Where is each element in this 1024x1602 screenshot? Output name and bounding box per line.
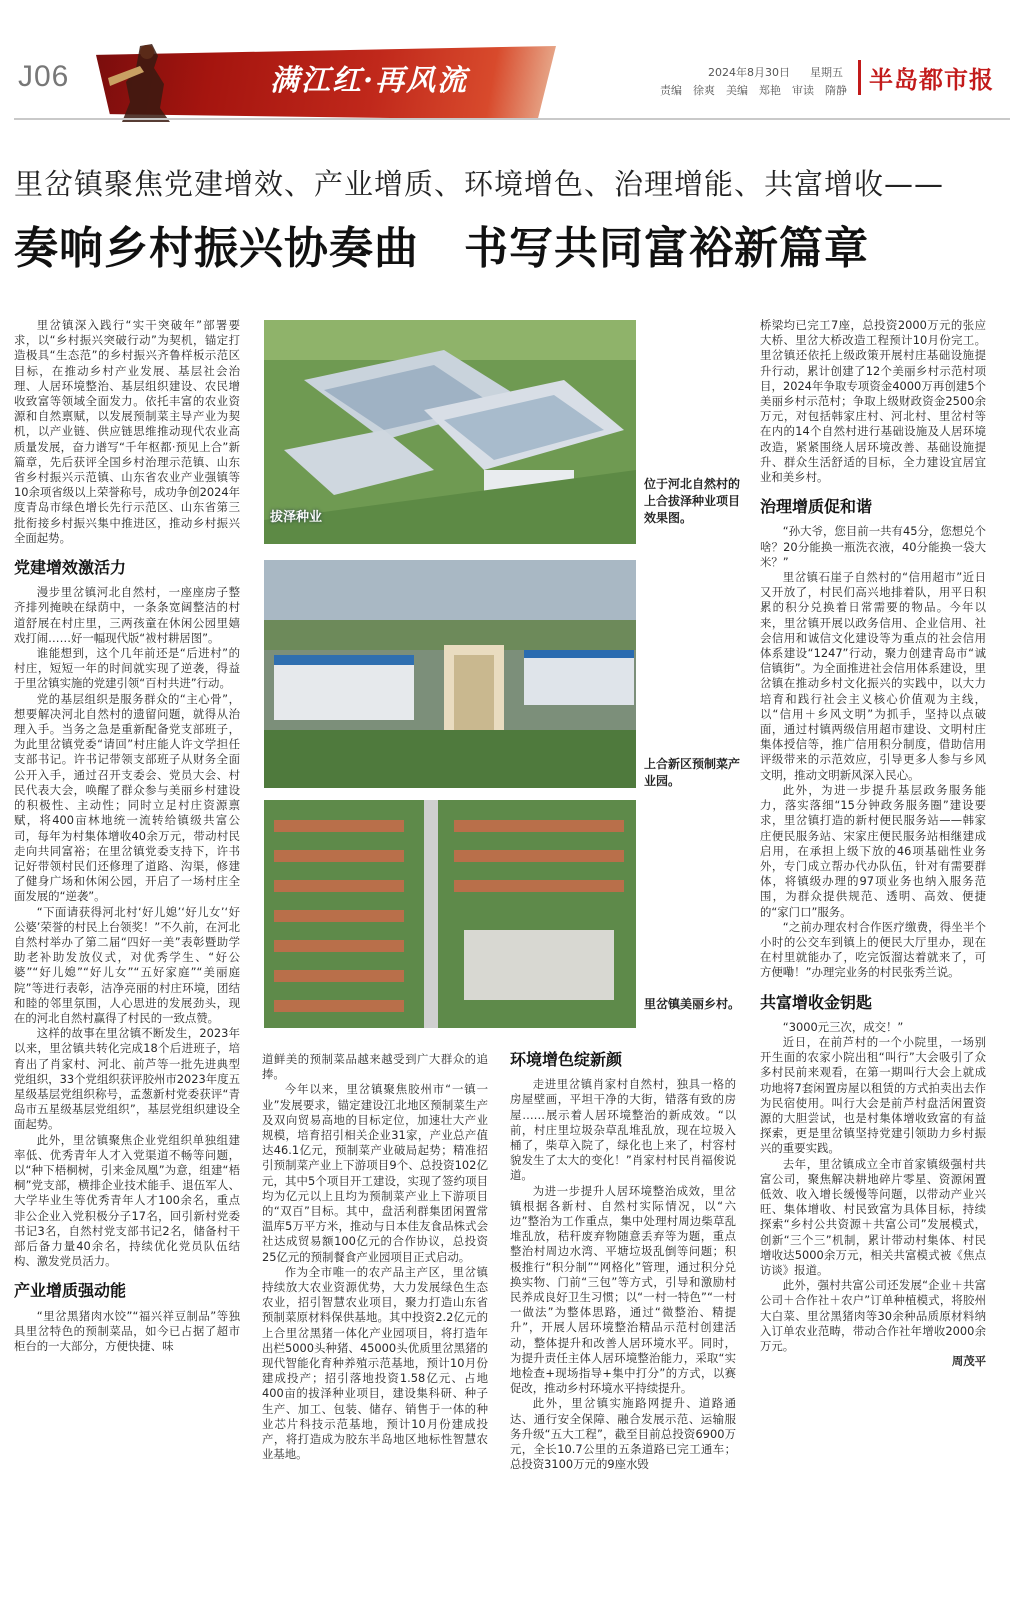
page-number: J06 (18, 60, 70, 93)
paragraph: 这样的故事在里岔镇不断发生，2023年以来，里岔镇共转化完成18个后进班子，培育出了肖家村、河北、前芦等一批先进典型党组织，33个党组织获评胶州市2023年度五星级基层党组织称号，孟葱新村党委获评“青岛市五星级基层党组织”，基层党组织建设全面起势。 (14, 1026, 240, 1132)
author-byline: 周茂平 (951, 1354, 986, 1369)
section-heading: 共富增收金钥匙 (760, 992, 873, 1012)
photo-prepared-food-park (264, 560, 636, 788)
paragraph: 作为全市唯一的农产品主产区，里岔镇持续放大农业资源优势，大力发展绿色生态农业，招引智慧农业项目，聚力打造山东省预制菜原材料保供基地。其中投资2.2亿元的上合里岔黑猪一体化产业园项目，将打造年出栏5000头种猪、45000头优质里岔黑猪的现代智能化育种养殖示范基地，预计10月份建成投产；招引落地投资1.58亿元、占地400亩的拔泽种业项目，建设集科研、种子生产、加工、包装、储存、销售于一体的种业芯片科技示范基地，预计10月份建成投产，将打造成为胶东半岛地区地标性智慧农业基地。 (262, 1264, 488, 1462)
article-subtitle: 里岔镇聚焦党建增效、产业增质、环境增色、治理增能、共富增收—— (14, 167, 945, 201)
paragraph: 里岔镇深入践行“实干突破年”部署要求，以“乡村振兴突破行动”为契机，锚定打造极具“生态范”的乡村振兴齐鲁样板示范区目标，在推动乡村产业发展、基层社会治理、人居环境整治、基层组织建设、农民增收致富等领域全面发力。依托丰富的农业资源和自然禀赋，以发展预制菜主导产业为契机，以产业链、供应链思维推动现代农业高质量发展，奋力谱写“千年枢都·预见上合”新篇章，先后获评全国乡村治理示范镇、山东省乡村振兴示范镇、山东省农业产业强镇等10余项省级以上荣誉称号，成功争创2024年度青岛市绿色增长先行示范区、山东省第三批衔接乡村振兴集中推进区，推动乡村振兴全面起势。 (14, 318, 240, 545)
section-heading: 党建增效激活力 (14, 558, 127, 578)
section-heading: 产业增质强动能 (14, 1281, 127, 1301)
paragraph: 为进一步提升人居环境整治成效，里岔镇根据各新村、自然村实际情况，以“六边”整治为工作重点，集中处理村周边柴草乱堆乱放，秸秆废弃物随意丢弃等为题，重点整治村周边水湾、平塘垃圾乱倒等问题；积极推行“积分制”“网格化”管理，通过积分兑换实物、门前“三包”等方式，引导和激励村民养成良好卫生习惯；以“一村一特色”“一村一做法”为整体思路，通过“微整治、精提升”，开展人居环境整治精品示范村创建活动，整体提升和改善人居环境水平。同时，为提升责任主体人居环境整治能力，采取“实地检查+现场指导+集中打分”的方式，以赛促改，推动乡村环境水平持续提升。 (510, 1183, 736, 1396)
photo-beautiful-village (264, 800, 636, 1028)
section-heading: 环境增色绽新颜 (510, 1050, 623, 1069)
warrior-figure-illustration (100, 38, 190, 124)
paragraph: 此外，里岔镇聚焦企业党组织单独组建率低、优秀青年人才入党渠道不畅等问题，以“种下梧桐树，引来金凤凰”为意，组建“梧桐”党支部，横排企业技术能手、退伍军人、大学毕业生等优秀青年人才100余名，重点非公企业入党积极分子17名，回引新村党委书记3名，自然村党支部书记2名，储备村干部后备力量40余名，持续优化党员队伍结构、激发党员活力。 (14, 1132, 240, 1269)
header-divider (14, 118, 1010, 120)
masthead (0, 0, 1024, 130)
newspaper-logo: 半岛都市报 (858, 60, 994, 95)
paragraph: 道鲜美的预制菜品越来越受到广大群众的追捧。 (262, 1052, 488, 1082)
paragraph: 近日，在前芦村的一个小院里，一场别开生面的农家小院出租“叫行”大会吸引了众多村民前来观看，在第一期叫行大会上就成功地将7套闲置房屋以租赁的方式拍卖出去作为民宿使用。叫行大会是前芦村盘活闲置资源的大胆尝试，也是村集体增收致富的有益探索，更是里岔镇坚持党建引领助力乡村振兴的重要实践。 (760, 1034, 986, 1156)
issue-date: 2024年8月30日 (708, 66, 790, 79)
article-headline: 奏响乡村振兴协奏曲 书写共同富裕新篇章 (14, 223, 869, 274)
paragraph: 谁能想到，这个几年前还是“后进村”的村庄，短短一年的时间就实现了逆袭，得益于里岔镇实施的党建引领“百村共进”行动。 (14, 646, 240, 691)
paragraph: 此外，里岔镇实施路网提升、道路通达、通行安全保障、融合发展示范、运输服务升级“五大工程”，截至目前总投资6900万元，全长10.7公里的五条道路已完工通车；总投资3100万元的9座水毁 (510, 1396, 736, 1472)
photo-caption: 上合新区预制菜产业园。 (644, 757, 741, 788)
issue-weekday: 星期五 (810, 66, 843, 79)
section-heading: 治理增质促和谐 (760, 497, 873, 517)
photo-watermark-label: 拔泽种业 (270, 510, 323, 525)
paragraph: 今年以来，里岔镇聚焦胶州市“一镇一业”发展要求，锚定建设江北地区预制菜生产及双向贸易高地的目标定位，加速壮大产业规模，培育招引相关企业31家，产业总产值达46.1亿元，预制菜产业破局起势；精准招引预制菜产业上下游项目9个、总投资102亿元，其中5个项目开工建设，实现了签约项目均为亿元以上且均为预制菜产业上下游项目的“双百”目标。其中，盘活利群集团闲置常温库5万平方米，推动与日本佳友食品株式会社达成贸易额100亿元的合作协议，总投资25亿元的预制餐食产业园项目正式启动。 (262, 1082, 488, 1264)
photo-caption: 位于河北自然村的上合拔泽种业项目效果图。 (644, 477, 741, 525)
column-title: 满江红·再风流 (270, 63, 469, 97)
photo-caption: 里岔镇美丽乡村。 (644, 997, 741, 1011)
paragraph: 漫步里岔镇河北自然村，一座座房子整齐排列掩映在绿荫中，一条条宽阔整洁的村道舒展在村庄里，三两孩童在休闲公园里嬉戏打闹……好一幅现代版“袚村耕居图”。 (14, 585, 240, 645)
paragraph: “里岔黑猪肉水饺”“福兴祥豆制品”等独具里岔特色的预制菜品，如今已占据了超市柜台的一大部分，方便快捷、味 (14, 1308, 240, 1353)
article-column-4 (760, 318, 986, 1369)
paragraph: 党的基层组织是服务群众的“主心骨”，想要解决河北自然村的遗留问题，就得从治理入手。当务之急是重新配备党支部班子，为此里岔镇党委“请回”村庄能人许文学担任支部书记。许书记带领支部班子从财务全面公开入手，通过召开支委会、党员大会、村民代表大会，唤醒了群众参与美丽乡村建设的积极性、主动性；同时立足村庄资源禀赋，将400亩林地统一流转给镇级共富公司，每年为村集体增收40余万元，带动村民走向共同富裕；在里岔镇党委支持下，许书记好带领村民们还修理了道路、沟渠，修建了健身广场和休闲公园，开启了一场村庄全面发展的“逆袭”。 (14, 691, 240, 904)
paragraph: 里岔镇石崖子自然村的“信用超市”近日又开放了，村民们高兴地排着队，用平日积累的积分兑换着日常需要的物品。今年以来，里岔镇开展以政务信用、企业信用、社会信用和诚信文化建设等为重点的社会信用体系建设“1247”行动，聚力创建青岛市“诚信镇街”。为全面推进社会信用体系建设，里岔镇在推动乡村文化振兴的实践中，以大力培育和践行社会主义核心价值观为主线，以“信用＋乡风文明”为抓手，坚持以点破面，通过村镇两级信用超市建设、文明村庄集体授信等，推广信用积分制度，借助信用评级带来的示范效应，引导更多人参与乡风文明，推动文明新风深入民心。 (760, 570, 986, 782)
article-column-1 (14, 318, 240, 1354)
article-column-2 (262, 1052, 488, 1462)
article-column-3 (510, 1052, 736, 1472)
editorial-staff: 责编 徐爽 美编 郑艳 审读 隋静 (660, 84, 847, 97)
paragraph: 桥梁均已完工7座，总投资2000万元的张应大桥、里岔大桥改造工程预计10月份完工。里岔镇还依托上级政策开展村庄基础设施提升行动，累计创建了12个美丽乡村示范村项目，2024年争取专项资金4000万再创建5个美丽乡村示范村；争取上级财政资金2500余万元，对包括韩家庄村、河北村、里岔村等在内的14个自然村进行基础设施及人居环境改造，紧紧围绕人居环境改善、基础设施提升、群众生活舒适的目标，全力建设宜居宜业和美乡村。 (760, 318, 986, 485)
paragraph: “之前办理农村合作医疗缴费，得坐半个小时的公交车到镇上的便民大厅里办，现在在村里就能办了，吃完饭溜达着就来了，可方便嘞！”办理完业务的村民张秀兰说。 (760, 919, 986, 980)
paragraph: “孙大爷，您目前一共有45分，您想兑个啥？20分能换一瓶洗衣液，40分能换一袋大米？” (760, 524, 986, 569)
paragraph: 去年，里岔镇成立全市首家镇级强村共富公司，聚焦解决耕地碎片零星、资源闲置低效、收入增长缓慢等问题，以带动产业兴旺、集体增收、村民致富为具体目标，持续探索“乡村公共资源＋共富公司”发展模式，创新“三个三”机制，累计带动村集体、村民增收达5000余万元，相关共富模式被《焦点访谈》报道。 (760, 1156, 986, 1277)
paragraph: “下面请获得河北村‘好儿媳’‘好儿女’‘好公婆’荣誉的村民上台领奖！”不久前，在河北自然村举办了第二届“四好一美”表彰暨助学助老补助发放仪式，对优秀学生、“好公婆”“好儿媳”“好儿女”“五好家庭”“美丽庭院”等进行表彰，洁净亮丽的村庄环境，团结和睦的邻里氛围，人心思进的发展劲头，现在的河北自然村赢得了村民的一致点赞。 (14, 904, 240, 1025)
paragraph: “3000元三次，成交！” (782, 1019, 904, 1034)
paragraph: 此外，为进一步提升基层政务服务能力，落实落细“15分钟政务服务圈”建设要求，里岔镇打造的新村便民服务站——韩家庄便民服务站、宋家庄便民服务站相继建成启用，在承担上级下放的46项基础性业务外，专门成立帮办代办队伍，针对有需要群体，将镇级办理的97项业务也纳入服务范围，为群众提供规范、透明、高效、便捷的“家门口”服务。 (760, 782, 986, 919)
paragraph: 走进里岔镇肖家村自然村，独具一格的房屋壁画，平坦干净的大街，错落有致的房屋……展示着人居环境整治的新成效。“以前，村庄里垃圾杂草乱堆乱放，现在垃圾入桶了，柴草入院了，绿化也上来了，村容村貌发生了太大的变化！”肖家村村民肖福俊说道。 (510, 1077, 736, 1183)
paragraph: 此外，强村共富公司还发展“企业＋共富公司＋合作社＋农户”订单种植模式，将胶州大白菜、里岔黑猪肉等30余种品质原材料纳入订单农业范畴，带动合作社年增收2000余万元。 (760, 1278, 986, 1353)
